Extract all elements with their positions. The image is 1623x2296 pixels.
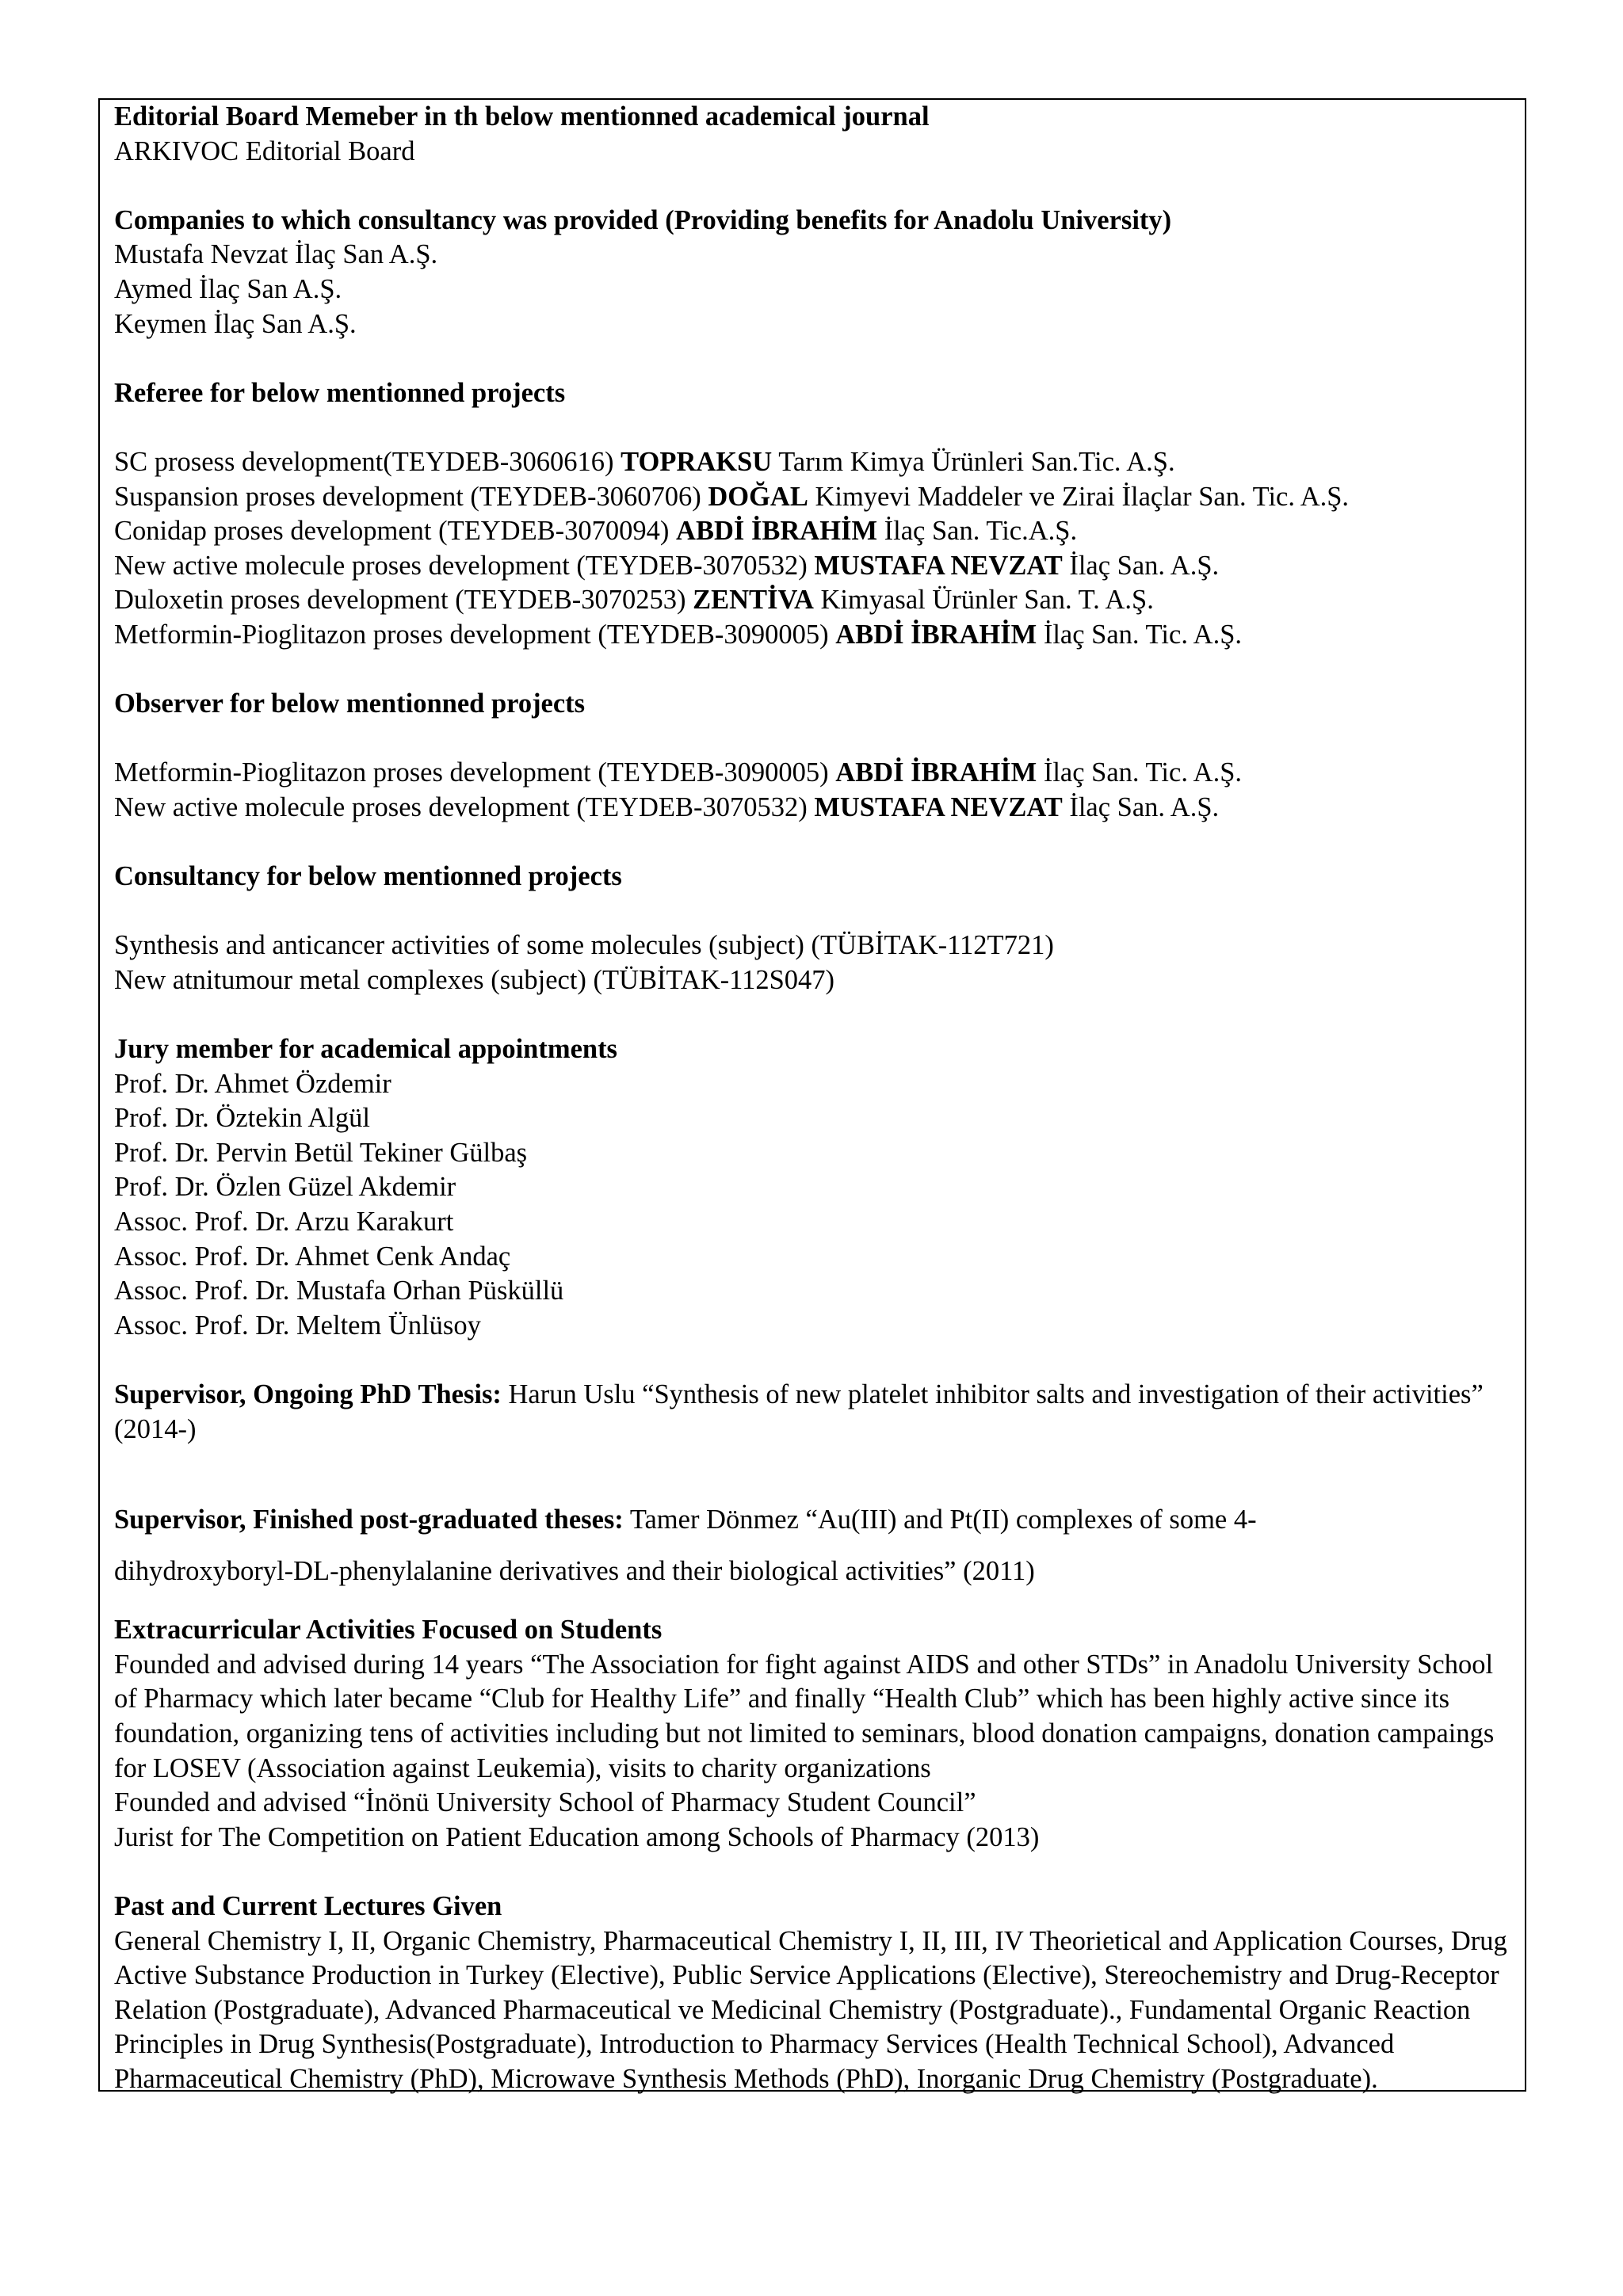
consultancy-companies-section bbox=[114, 204, 1509, 341]
lectures-paragraph: General Chemistry I, II, Organic Chemistry, Pharmaceutical Chemistry I, II, III, IV Theorietical and Application Courses, Drug Active Substance Production in Turkey (Elective), Public Service Applications (Elective), Stereochemistry and Drug-Receptor Relation (Postgraduate), Advanced Pharmaceutical ve Medicinal Chemistry (Postgraduate)., Fundamental Organic Reaction Principles in Drug Synthesis(Postgraduate), Introduction to Pharmacy Services (Health Technical School), Advanced Pharmaceutical Chemistry (PhD), Microwave Synthesis Methods (PhD), Inorganic Drug Chemistry (Postgraduate). bbox=[114, 1925, 1507, 2094]
observer-section bbox=[114, 687, 1509, 825]
referee-item: Duloxetin proses development (TEYDEB-3070253) ZENTİVA Kimyasal Ürünler San. T. A.Ş. bbox=[114, 585, 1154, 616]
referee-item: SC prosess development(TEYDEB-3060616) TOPRAKSU Tarım Kimya Ürünleri San.Tic. A.Ş. bbox=[114, 446, 1175, 477]
phd-ongoing-section bbox=[114, 1378, 1509, 1447]
finished-theses-line1: Tamer Dönmez “Au(III) and Pt(II) complexes of some 4- bbox=[623, 1505, 1257, 1535]
extracurricular-heading: Extracurricular Activities Focused on Students bbox=[114, 1615, 663, 1646]
extracurricular-section bbox=[114, 1613, 1509, 1855]
jury-item: Assoc. Prof. Dr. Ahmet Cenk Andaç bbox=[114, 1241, 511, 1272]
finished-theses-line2: dihydroxyboryl-DL-phenylalanine derivatives and their biological activities” (2011) bbox=[114, 1556, 1035, 1587]
lectures-section bbox=[114, 1890, 1509, 2097]
jury-item: Prof. Dr. Özlen Güzel Akdemir bbox=[114, 1172, 456, 1203]
referee-section bbox=[114, 376, 1509, 653]
finished-theses-label: Supervisor, Finished post-graduated theses: bbox=[114, 1505, 624, 1535]
jury-item: Assoc. Prof. Dr. Meltem Ünlüsoy bbox=[114, 1310, 481, 1341]
jury-item: Assoc. Prof. Dr. Mustafa Orhan Püsküllü bbox=[114, 1276, 564, 1306]
observer-item: Metformin-Pioglitazon proses development (TEYDEB-3090005) ABDİ İBRAHİM İlaç San. Tic. A.Ş. bbox=[114, 757, 1243, 788]
jury-section bbox=[114, 1032, 1509, 1343]
extracurricular-paragraph: Founded and advised during 14 years “The Association for fight against AIDS and other STDs” in Anadolu University School of Pharmacy which later became “Club for Healthy Life” and finally “Health Club” which has been highly active since its foundation, organizing tens of activities including but not limited to seminars, blood donation campaigns, donation campaings for LOSEV (Association against Leukemia), visits to charity organizations bbox=[114, 1649, 1495, 1783]
phd-ongoing-label: Supervisor, Ongoing PhD Thesis: bbox=[114, 1379, 502, 1409]
editorial-section bbox=[114, 100, 1509, 169]
observer-heading: Observer for below mentionned projects bbox=[114, 688, 586, 719]
referee-item: Suspansion proses development (TEYDEB-3060706) DOĞAL Kimyevi Maddeler ve Zirai İlaçlar San. Tic. A.Ş. bbox=[114, 481, 1350, 512]
company-item: Keymen İlaç San A.Ş. bbox=[114, 308, 357, 339]
company-item: Aymed İlaç San A.Ş. bbox=[114, 273, 342, 304]
editorial-item: ARKIVOC Editorial Board bbox=[114, 135, 415, 166]
company-item: Mustafa Nevzat İlaç San A.Ş. bbox=[114, 239, 438, 270]
consultancy-project-item: New atnitumour metal complexes (subject) (TÜBİTAK-112S047) bbox=[114, 964, 835, 995]
document-frame bbox=[98, 98, 1526, 2092]
observer-item: New active molecule proses development (TEYDEB-3070532) MUSTAFA NEVZAT İlaç San. A.Ş. bbox=[114, 791, 1220, 822]
consultancy-companies-heading: Companies to which consultancy was provided (Providing benefits for Anadolu University) bbox=[114, 204, 1172, 235]
referee-item: New active molecule proses development (TEYDEB-3070532) MUSTAFA NEVZAT İlaç San. A.Ş. bbox=[114, 550, 1220, 581]
referee-item: Conidap proses development (TEYDEB-3070094) ABDİ İBRAHİM İlaç San. Tic.A.Ş. bbox=[114, 516, 1078, 547]
editorial-heading: Editorial Board Memeber in th below mentionned academical journal bbox=[114, 101, 930, 132]
jury-heading: Jury member for academical appointments bbox=[114, 1034, 617, 1065]
extracurricular-line3: Jurist for The Competition on Patient Education among Schools of Pharmacy (2013) bbox=[114, 1821, 1040, 1852]
jury-item: Assoc. Prof. Dr. Arzu Karakurt bbox=[114, 1207, 454, 1237]
consultancy-project-item: Synthesis and anticancer activities of some molecules (subject) (TÜBİTAK-112T721) bbox=[114, 930, 1054, 961]
consultancy-projects-section bbox=[114, 860, 1509, 997]
finished-theses-section bbox=[114, 1494, 1509, 1597]
jury-item: Prof. Dr. Pervin Betül Tekiner Gülbaş bbox=[114, 1137, 528, 1168]
jury-item: Prof. Dr. Öztekin Algül bbox=[114, 1103, 370, 1134]
phd-ongoing-text: Harun Uslu “Synthesis of new platelet inhibitor salts and investigation of their activities” (2014-) bbox=[114, 1379, 1484, 1444]
consultancy-projects-heading: Consultancy for below mentionned projects bbox=[114, 861, 622, 892]
extracurricular-line2: Founded and advised “İnönü University School of Pharmacy Student Council” bbox=[114, 1787, 976, 1818]
jury-item: Prof. Dr. Ahmet Özdemir bbox=[114, 1068, 391, 1099]
lectures-heading: Past and Current Lectures Given bbox=[114, 1890, 502, 1921]
referee-heading: Referee for below mentionned projects bbox=[114, 377, 566, 408]
referee-item: Metformin-Pioglitazon proses development (TEYDEB-3090005) ABDİ İBRAHİM İlaç San. Tic. A.Ş. bbox=[114, 619, 1243, 650]
